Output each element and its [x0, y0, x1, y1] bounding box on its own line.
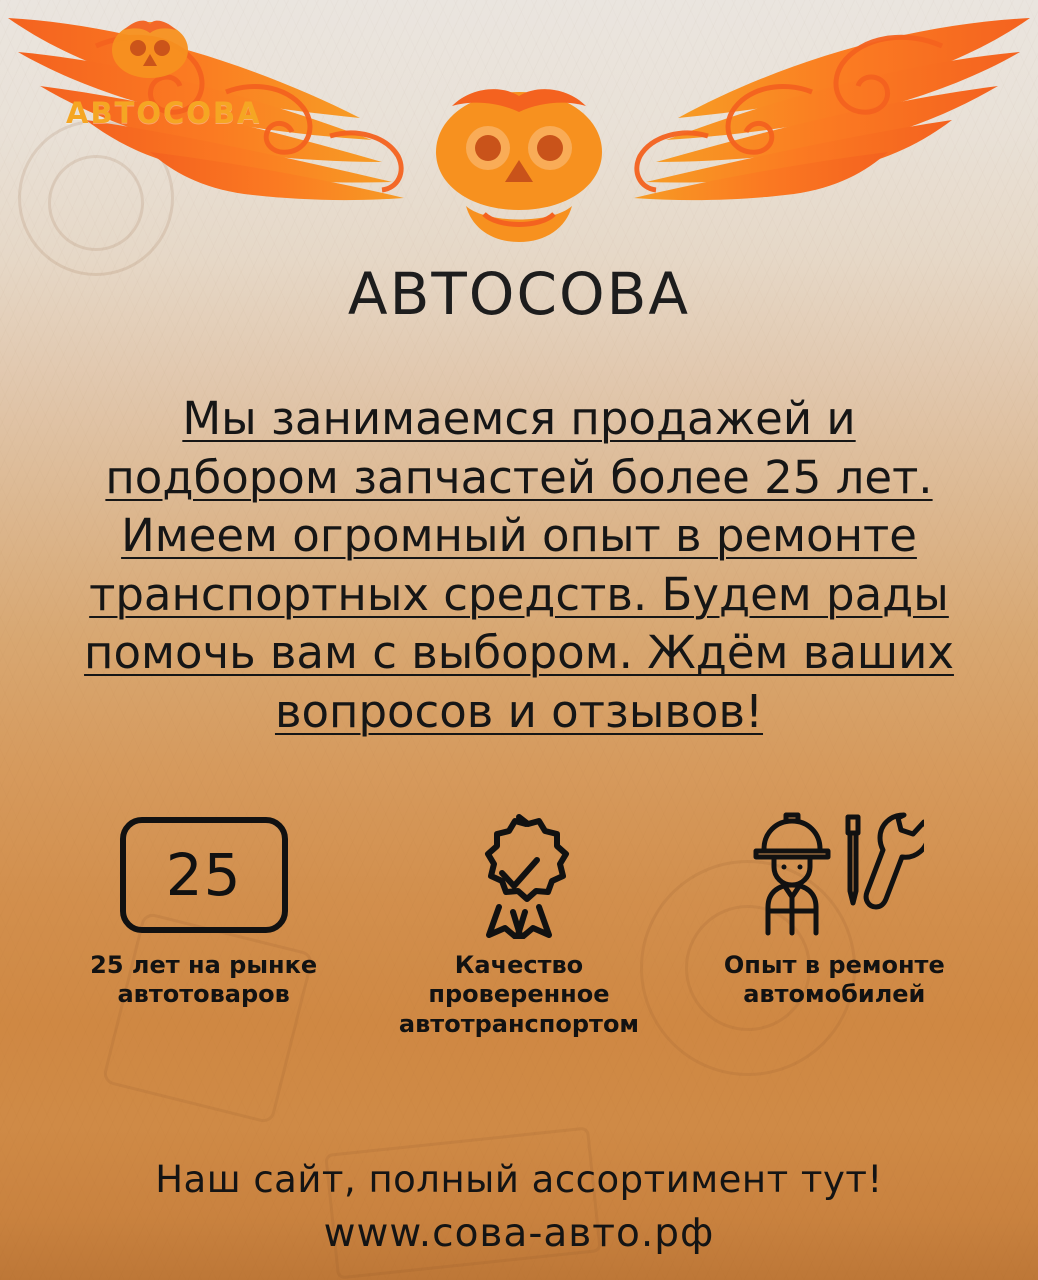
feature-item	[677, 811, 992, 1010]
logo-wordmark: АВТОСОВА	[66, 96, 262, 130]
logo-header	[0, 0, 1038, 248]
feature-item	[46, 811, 361, 1010]
feature-caption: 25 лет на рынке автотоваров	[90, 951, 318, 1009]
feature-caption: Качество проверенное автотранспортом	[398, 951, 640, 1038]
intro-paragraph: Мы занимаемся продажей и подбором запчастей более 25 лет. Имеем огромный опыт в ремонте транспортных средств. Будем рады помочь вам с выбором. Ждём ваших вопросов и отзывов!	[84, 392, 954, 738]
footer-cta: Наш сайт, полный ассортимент тут!	[155, 1158, 883, 1201]
features-row	[46, 811, 992, 1039]
footer-website[interactable]: www.сова-авто.рф	[323, 1211, 715, 1256]
footer	[0, 1158, 1038, 1256]
mechanic-worker-tools-icon	[744, 811, 924, 939]
feature-item	[361, 811, 676, 1039]
badge-25-years-icon	[120, 811, 288, 939]
page-title: АВТОСОВА	[347, 260, 691, 328]
badge-25-value: 25	[120, 817, 288, 933]
quality-rosette-check-icon	[454, 811, 584, 939]
feature-caption: Опыт в ремонте автомобилей	[723, 951, 945, 1009]
